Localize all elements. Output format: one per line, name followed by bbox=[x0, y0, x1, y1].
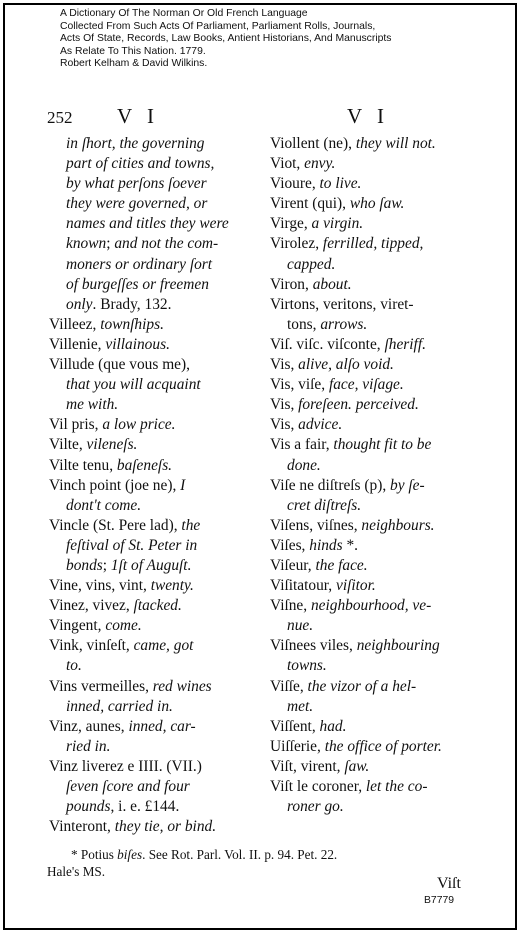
entry-line bbox=[49, 154, 259, 174]
footnote-marker: * Potius bbox=[71, 847, 118, 862]
entry-term: Vis, viſe, bbox=[270, 376, 329, 394]
entry-term: Viſeur, bbox=[270, 556, 316, 574]
entry-line bbox=[49, 576, 259, 596]
entry-definition: ſeven ſcore and four bbox=[66, 778, 190, 795]
entry-definition: by what perſons ſoever bbox=[66, 175, 207, 193]
entry-line bbox=[49, 456, 259, 476]
entry-line bbox=[49, 516, 259, 536]
entry-term: Virge, bbox=[270, 215, 312, 233]
footnote-line bbox=[47, 847, 477, 864]
page-number: 252 bbox=[47, 108, 73, 127]
entry-definition: who ſaw. bbox=[349, 195, 405, 213]
entry-line bbox=[49, 295, 259, 315]
right-column bbox=[270, 134, 480, 817]
entry-definition: villainous. bbox=[105, 335, 170, 353]
entry-line bbox=[49, 476, 259, 496]
entry-definition: alive, alſo void. bbox=[298, 356, 394, 374]
entry-definition: neighbourhood, ve- bbox=[310, 597, 432, 615]
entry-term: Vins vermeilles, bbox=[49, 677, 153, 695]
entry-line bbox=[270, 456, 480, 476]
entry-line bbox=[49, 636, 259, 656]
entry-definition: they will not. bbox=[355, 135, 436, 152]
entry-definition: vileneſs. bbox=[86, 436, 138, 454]
entry-term: Viot, bbox=[270, 155, 305, 173]
entry-definition: ferrilled, tipped, bbox=[322, 235, 424, 253]
entry-line bbox=[49, 234, 259, 254]
entry-term: Viſens, viſnes, bbox=[270, 516, 362, 534]
entry-definition: foreſeen. perceived. bbox=[298, 396, 419, 414]
entry-definition: of burgeſſes or freemen bbox=[66, 275, 209, 293]
entry-term: Vink, vinſeſt, bbox=[49, 637, 134, 655]
entry-term: . Brady, 132. bbox=[92, 295, 172, 313]
entry-line bbox=[49, 275, 259, 295]
entry-definition: ried in. bbox=[66, 737, 111, 755]
entry-definition: baſeneſs. bbox=[116, 456, 173, 474]
entry-line bbox=[270, 375, 480, 395]
entry-definition: neighbouring bbox=[356, 637, 440, 655]
entry-line bbox=[270, 476, 480, 496]
entry-line bbox=[49, 757, 259, 777]
entry-line bbox=[49, 496, 259, 516]
entry-line bbox=[49, 214, 259, 234]
entry-definition: had. bbox=[319, 717, 347, 735]
entry-definition: the bbox=[181, 516, 201, 534]
entry-definition: 1ſt of Auguſt. bbox=[110, 556, 192, 574]
entry-term: Viſſent, bbox=[270, 717, 320, 735]
entry-term: Vinteront, bbox=[49, 818, 115, 836]
entry-line bbox=[270, 596, 480, 616]
entry-definition: in ſhort, the governing bbox=[66, 135, 205, 152]
entry-line bbox=[49, 255, 259, 275]
entry-definition: they tie, or bind. bbox=[114, 818, 217, 836]
entry-term: Viſnees viles, bbox=[270, 637, 357, 655]
entry-line bbox=[49, 697, 259, 717]
entry-definition: twenty. bbox=[150, 577, 194, 595]
entry-definition: ſheriff. bbox=[384, 335, 426, 353]
entry-line bbox=[270, 576, 480, 596]
entry-definition: they were governed, or bbox=[66, 195, 208, 213]
entry-line bbox=[270, 777, 480, 797]
entry-definition: towns. bbox=[287, 657, 327, 675]
entry-line bbox=[49, 556, 259, 576]
entry-line bbox=[49, 355, 259, 375]
entry-definition: to live. bbox=[319, 175, 362, 193]
entry-line bbox=[49, 777, 259, 797]
entry-term: Vinch point (joe ne), bbox=[49, 476, 181, 494]
entry-term: Virtons, veritons, viret- bbox=[270, 295, 414, 313]
entry-line bbox=[270, 395, 480, 415]
entry-definition: me with. bbox=[66, 396, 119, 414]
entry-definition: townſhips. bbox=[100, 315, 164, 333]
entry-line bbox=[270, 335, 480, 355]
running-head-left: V I bbox=[117, 104, 160, 128]
entry-term: Viſitatour, bbox=[270, 577, 336, 595]
entry-definition: part of cities and towns, bbox=[66, 155, 215, 173]
entry-line bbox=[270, 616, 480, 636]
header-line: As Relate To This Nation. 1779. bbox=[60, 45, 206, 57]
entry-definition: viſitor. bbox=[336, 577, 376, 595]
footnote-line: Hale's MS. bbox=[47, 863, 106, 879]
entry-definition: moners or ordinary ſort bbox=[66, 255, 213, 273]
footnote-text: . See Rot. Parl. Vol. II. p. 94. Pet. 22. bbox=[142, 847, 338, 862]
entry-term: Vingent, bbox=[49, 617, 106, 635]
entry-term: Virolez, bbox=[270, 235, 323, 253]
entry-definition: I bbox=[180, 476, 186, 494]
entry-term: Villenie, bbox=[49, 335, 106, 353]
entry-line bbox=[49, 435, 259, 455]
entry-line bbox=[49, 335, 259, 355]
entry-definition: a low price. bbox=[102, 416, 176, 434]
entry-line bbox=[270, 636, 480, 656]
entry-line bbox=[270, 797, 480, 817]
entry-definition: feſtival of St. Peter in bbox=[66, 536, 198, 554]
entry-term: Vincle (St. Pere lad), bbox=[49, 516, 182, 534]
entry-definition: dont't come. bbox=[66, 496, 142, 514]
footnote bbox=[47, 847, 477, 880]
entry-term: Viſe ne diſtreſs (p), bbox=[270, 476, 391, 494]
entry-line bbox=[49, 717, 259, 737]
entry-definition: ſtacked. bbox=[133, 597, 182, 615]
entry-definition: only bbox=[66, 295, 93, 313]
entry-term: Vinz liverez e IIII. (VII.) bbox=[49, 757, 202, 775]
catchword: Viſt bbox=[437, 875, 461, 892]
entry-definition: ſaw. bbox=[344, 757, 370, 775]
entry-term: Viſes, bbox=[270, 536, 310, 554]
header-line: Robert Kelham & David Wilkins. bbox=[60, 58, 208, 70]
entry-line bbox=[49, 737, 259, 757]
entry-line bbox=[49, 315, 259, 335]
entry-line bbox=[270, 757, 480, 777]
entry-line bbox=[270, 295, 480, 315]
entry-line bbox=[49, 415, 259, 435]
entry-line bbox=[270, 234, 480, 254]
entry-line bbox=[49, 395, 259, 415]
entry-line bbox=[270, 435, 480, 455]
entry-line bbox=[270, 737, 480, 757]
entry-term: *. bbox=[342, 536, 359, 554]
entry-definition: come. bbox=[105, 617, 142, 635]
entry-term: Villude (que vous me), bbox=[49, 356, 190, 374]
entry-term: Vilte tenu, bbox=[49, 456, 117, 474]
entry-line bbox=[49, 817, 259, 837]
entry-definition: roner go. bbox=[287, 798, 344, 816]
entry-definition: inned, car- bbox=[128, 717, 196, 735]
entry-term: Viſſe, bbox=[270, 677, 308, 695]
entry-term: Vis, bbox=[270, 416, 299, 434]
entry-definition: that you will acquaint bbox=[66, 376, 201, 394]
entry-line bbox=[49, 375, 259, 395]
header-line: Acts Of State, Records, Law Books, Antient Historians, And Manuscripts bbox=[60, 33, 392, 45]
entry-term: Villeez, bbox=[49, 315, 101, 333]
entry-definition: envy. bbox=[304, 155, 336, 173]
entry-definition: a virgin. bbox=[311, 215, 364, 233]
entry-definition: by ſe- bbox=[390, 476, 425, 494]
entry-term: Vilte, bbox=[49, 436, 87, 454]
entry-definition: the vizor of a hel- bbox=[307, 677, 417, 695]
entry-definition: the face. bbox=[315, 556, 368, 574]
entry-definition: let the co- bbox=[365, 778, 428, 795]
entry-line bbox=[270, 255, 480, 275]
entry-line bbox=[49, 194, 259, 214]
entry-line bbox=[270, 194, 480, 214]
entry-term: ; bbox=[102, 556, 111, 574]
entry-definition: pounds bbox=[66, 798, 111, 816]
entry-line bbox=[270, 415, 480, 435]
entry-line bbox=[270, 315, 480, 335]
entry-term: Viron, bbox=[270, 275, 313, 293]
entry-line bbox=[270, 516, 480, 536]
header-line: Collected From Such Acts Of Parliament, Parliament Rolls, Journals, bbox=[60, 20, 376, 32]
entry-line bbox=[49, 134, 259, 154]
entry-line bbox=[270, 556, 480, 576]
entry-definition: advice. bbox=[298, 416, 343, 434]
entry-line bbox=[49, 536, 259, 556]
entry-definition: done. bbox=[287, 456, 321, 474]
entry-term: Viſt, virent, bbox=[270, 757, 345, 775]
entry-term: , i. e. £144. bbox=[110, 798, 180, 816]
entry-definition: and not the com- bbox=[114, 235, 219, 253]
entry-term: Vil pris, bbox=[49, 416, 103, 434]
entry-definition: came, got bbox=[133, 637, 194, 655]
entry-definition: cret diſtreſs. bbox=[287, 496, 362, 514]
footnote-italic: biſes bbox=[117, 847, 143, 862]
entry-line bbox=[270, 536, 480, 556]
entry-term: tons, bbox=[287, 315, 321, 333]
entry-term: Vis, bbox=[270, 396, 299, 414]
entry-definition: met. bbox=[287, 697, 314, 715]
entry-line bbox=[270, 496, 480, 516]
entry-term: Viollent (ne), bbox=[270, 135, 356, 152]
entry-definition: thought fit to be bbox=[333, 436, 432, 454]
entry-line bbox=[49, 174, 259, 194]
entry-term: Vine, vins, vint, bbox=[49, 577, 151, 595]
entry-definition: arrows. bbox=[320, 315, 368, 333]
entry-definition: hinds bbox=[309, 536, 343, 554]
entry-definition: the office of porter. bbox=[324, 737, 442, 755]
entry-line bbox=[49, 656, 259, 676]
entry-definition: about. bbox=[312, 275, 352, 293]
entry-term: Vis, bbox=[270, 356, 299, 374]
entry-definition: bonds bbox=[66, 556, 103, 574]
entry-line bbox=[270, 154, 480, 174]
entry-definition: face, viſage. bbox=[328, 376, 404, 394]
entry-term: Vis a fair, bbox=[270, 436, 334, 454]
entry-definition: inned, carried in. bbox=[66, 697, 173, 715]
running-head-right: V I bbox=[347, 104, 390, 128]
entry-definition: capped. bbox=[287, 255, 336, 273]
entry-definition: to. bbox=[66, 657, 82, 675]
running-head bbox=[0, 104, 520, 130]
header-line: A Dictionary Of The Norman Or Old French Language bbox=[60, 8, 308, 19]
entry-line bbox=[270, 134, 480, 154]
entry-term: Viſt le coroner, bbox=[270, 778, 366, 795]
entry-term: Vioure, bbox=[270, 175, 320, 193]
archive-code: B7779 bbox=[424, 895, 455, 906]
entry-line bbox=[49, 677, 259, 697]
entry-term: Vinz, aunes, bbox=[49, 717, 129, 735]
entry-term: Viſne, bbox=[270, 597, 311, 615]
entry-line bbox=[270, 656, 480, 676]
document-header bbox=[60, 8, 500, 71]
entry-term: Virent (qui), bbox=[270, 195, 350, 213]
left-column bbox=[49, 134, 259, 837]
entry-term: Uiſſerie, bbox=[270, 737, 325, 755]
entry-line bbox=[270, 697, 480, 717]
entry-line bbox=[49, 797, 259, 817]
entry-definition: names and titles they were bbox=[66, 215, 229, 233]
entry-line bbox=[49, 596, 259, 616]
entry-term: ; bbox=[106, 235, 115, 253]
entry-line bbox=[270, 355, 480, 375]
entry-term: Viſ. viſc. viſconte, bbox=[270, 335, 385, 353]
entry-term: Vinez, vivez, bbox=[49, 597, 134, 615]
entry-line bbox=[270, 717, 480, 737]
entry-definition: known bbox=[66, 235, 107, 253]
entry-definition: red wines bbox=[152, 677, 212, 695]
entry-line bbox=[270, 214, 480, 234]
entry-line bbox=[270, 677, 480, 697]
entry-definition: nue. bbox=[287, 617, 314, 635]
entry-definition: neighbours. bbox=[361, 516, 435, 534]
entry-line bbox=[49, 616, 259, 636]
entry-line bbox=[270, 275, 480, 295]
entry-line bbox=[270, 174, 480, 194]
